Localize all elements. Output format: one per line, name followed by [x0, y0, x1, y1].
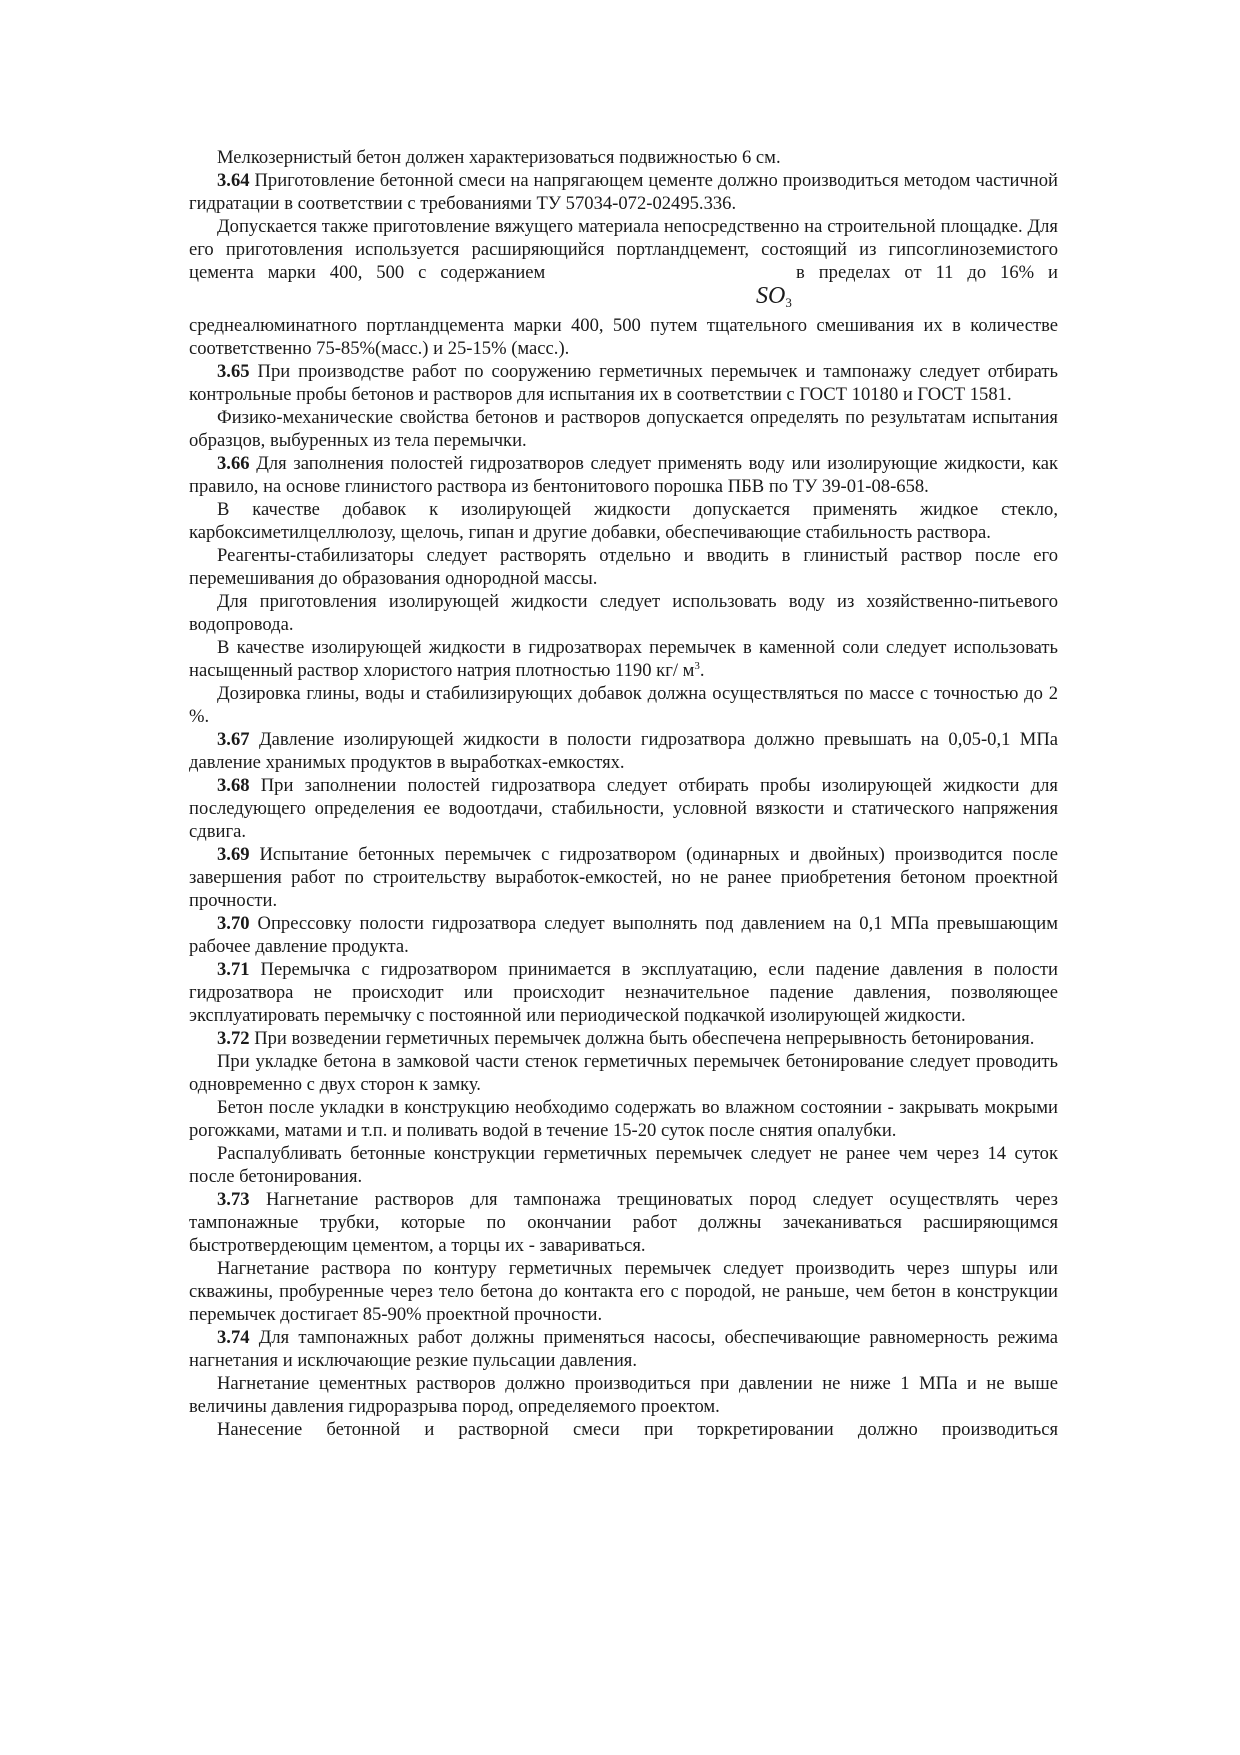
paragraph-text: Опрессовку полости гидрозатвора следует выполнять под давлением на 0,1 МПа превышающим рабочее давление продукта.: [189, 913, 1058, 957]
clause-number: 3.72: [217, 1028, 250, 1049]
paragraph: [189, 314, 1058, 360]
paragraph-text: Бетон после укладки в конструкцию необходимо содержать во влажном состоянии - закрывать мокрыми рогожками, матами и т.п. и поливать водой в течение 15-20 суток после снятия опалубки.: [189, 1097, 1058, 1141]
clause-3-67: [189, 728, 1058, 774]
paragraph-text: В качестве изолирующей жидкости в гидрозатворах перемычек в каменной соли следует использовать насыщенный раствор хлористого натрия плотностью 1190 кг/ м: [189, 637, 1058, 681]
paragraph: [189, 590, 1058, 636]
paragraph-text: При возведении герметичных перемычек должна быть обеспечена непрерывность бетонирования.: [249, 1028, 1035, 1049]
clause-number: 3.66: [217, 453, 250, 474]
clause-number: 3.65: [217, 361, 250, 382]
paragraph: [189, 1418, 1058, 1441]
paragraph-text: Для тампонажных работ должны применяться насосы, обеспечивающие равномерность режима нагнетания и исключающие резкие пульсации давления.: [189, 1327, 1058, 1371]
clause-3-69: [189, 843, 1058, 912]
paragraph: [189, 682, 1058, 728]
paragraph-text: Давление изолирующей жидкости в полости гидрозатвора должно превышать на 0,05-0,1 МПа давление хранимых продуктов в выработках-емкостях.: [189, 729, 1058, 773]
paragraph-text: Для приготовления изолирующей жидкости следует использовать воду из хозяйственно-питьевого водопровода.: [189, 591, 1058, 635]
paragraph: [189, 1372, 1058, 1418]
paragraph: [189, 544, 1058, 590]
paragraph-text: Перемычка с гидрозатвором принимается в эксплуатацию, если падение давления в полости гидрозатвора не происходит или происходит незначительное падение давления, позволяющее эксплуатировать перемычку с постоянной или периодической подкачкой изолирующей жидкости.: [189, 959, 1058, 1026]
clause-3-68: [189, 774, 1058, 843]
paragraph-text: Испытание бетонных перемычек с гидрозатвором (одинарных и двойных) производится после завершения работ по строительству выработок-емкостей, но не ранее приобретения бетоном проектной прочности.: [189, 844, 1058, 911]
clause-3-71: [189, 958, 1058, 1027]
paragraph-text: Нагнетание цементных растворов должно производиться при давлении не ниже 1 МПа и не выше величины давления гидроразрыва пород, определяемого проектом.: [189, 1373, 1058, 1417]
paragraph-text: .: [699, 660, 705, 681]
paragraph-text: Реагенты-стабилизаторы следует растворять отдельно и вводить в глинистый раствор после его перемешивания до образования однородной массы.: [189, 545, 1058, 589]
paragraph-text: Нанесение бетонной и растворной смеси при торкретировании должно производиться: [217, 1419, 1058, 1440]
clause-number: 3.74: [217, 1327, 250, 1348]
paragraph-text: При производстве работ по сооружению герметичных перемычек и тампонажу следует отбирать контрольные пробы бетонов и растворов для испытания их в соответствии с ГОСТ 10180 и ГОСТ 1581.: [189, 361, 1058, 405]
paragraph-text: Дозировка глины, воды и стабилизирующих добавок должна осуществляться по массе с точностью до 2 %.: [189, 683, 1058, 727]
clause-number: 3.71: [217, 959, 250, 980]
paragraph-text: Допускается также приготовление вяжущего материала непосредственно на строительной площадке. Для его приготовления используется расширяющийся портландцемент, состоящий из гипсоглиноземистого цемента марки 400, 500 с содержанием: [189, 216, 1058, 283]
formula-subscript: 3: [785, 295, 792, 310]
paragraph-text: Мелкозернистый бетон должен характеризоваться подвижностью 6 см.: [217, 147, 781, 168]
clause-3-73: [189, 1188, 1058, 1257]
paragraph: [189, 1257, 1058, 1326]
superscript: 3: [694, 660, 700, 672]
clause-3-74: [189, 1326, 1058, 1372]
paragraph: [189, 1096, 1058, 1142]
clause-3-66: [189, 452, 1058, 498]
clause-number: 3.67: [217, 729, 250, 750]
paragraph-text: При заполнении полостей гидрозатвора следует отбирать пробы изолирующей жидкости для последующего определения ее водоотдачи, стабильности, условной вязкости и статического напряжения сдвига.: [189, 775, 1058, 842]
paragraph-text: Распалубливать бетонные конструкции герметичных перемычек следует не ранее чем через 14 суток после бетонирования.: [189, 1143, 1058, 1187]
paragraph: [189, 1142, 1058, 1188]
paragraph: [189, 498, 1058, 544]
clause-number: 3.64: [217, 170, 250, 191]
document-page: [189, 146, 1058, 1441]
formula-line: [189, 284, 1058, 314]
paragraph-text: среднеалюминатного портландцемента марки 400, 500 путем тщательного смешивания их в количестве соответственно 75-85%(масс.) и 25-15% (масс.).: [189, 315, 1058, 359]
clause-3-65: [189, 360, 1058, 406]
paragraph-text: Нагнетание раствора по контуру герметичных перемычек следует производить через шпуры или скважины, пробуренные через тело бетона до контакта его с породой, не раньше, чем бетон в конструкции перемычек достигает 85-90% проектной прочности.: [189, 1258, 1058, 1325]
paragraph-text: Приготовление бетонной смеси на напрягающем цементе должно производиться методом частичной гидратации в соответствии с требованиями ТУ 57034-072-02495.336.: [189, 170, 1058, 214]
paragraph: [189, 215, 1058, 284]
clause-number: 3.70: [217, 913, 250, 934]
paragraph-text: При укладке бетона в замковой части стенок герметичных перемычек бетонирование следует проводить одновременно с двух сторон к замку.: [189, 1051, 1058, 1095]
clause-3-72: [189, 1027, 1058, 1050]
paragraph-text: В качестве добавок к изолирующей жидкости допускается применять жидкое стекло, карбоксиметилцеллюлозу, щелочь, гипан и другие добавки, обеспечивающие стабильность раствора.: [189, 499, 1058, 543]
paragraph: [189, 1050, 1058, 1096]
paragraph-text: Физико-механические свойства бетонов и растворов допускается определять по результатам испытания образцов, выбуренных из тела перемычки.: [189, 407, 1058, 451]
paragraph-text: Нагнетание растворов для тампонажа трещиноватых пород следует осуществлять через тампонажные трубки, которые по окончании работ должны зачеканиваться расширяющимся быстротвердеющим цементом, а торцы их - завариваться.: [189, 1189, 1058, 1256]
paragraph-text: Для заполнения полостей гидрозатворов следует применять воду или изолирующие жидкости, как правило, на основе глинистого раствора из бентонитового порошка ПБВ по ТУ 39-01-08-658.: [189, 453, 1058, 497]
paragraph: [189, 146, 1058, 169]
paragraph-text: в пределах от 11 до 16% и: [796, 262, 1059, 283]
so3-formula: [756, 282, 792, 317]
formula-base: SO: [756, 283, 786, 309]
paragraph: [189, 406, 1058, 452]
clause-3-64: [189, 169, 1058, 215]
clause-number: 3.68: [217, 775, 250, 796]
paragraph: [189, 636, 1058, 682]
clause-3-70: [189, 912, 1058, 958]
clause-number: 3.69: [217, 844, 250, 865]
clause-number: 3.73: [217, 1189, 250, 1210]
